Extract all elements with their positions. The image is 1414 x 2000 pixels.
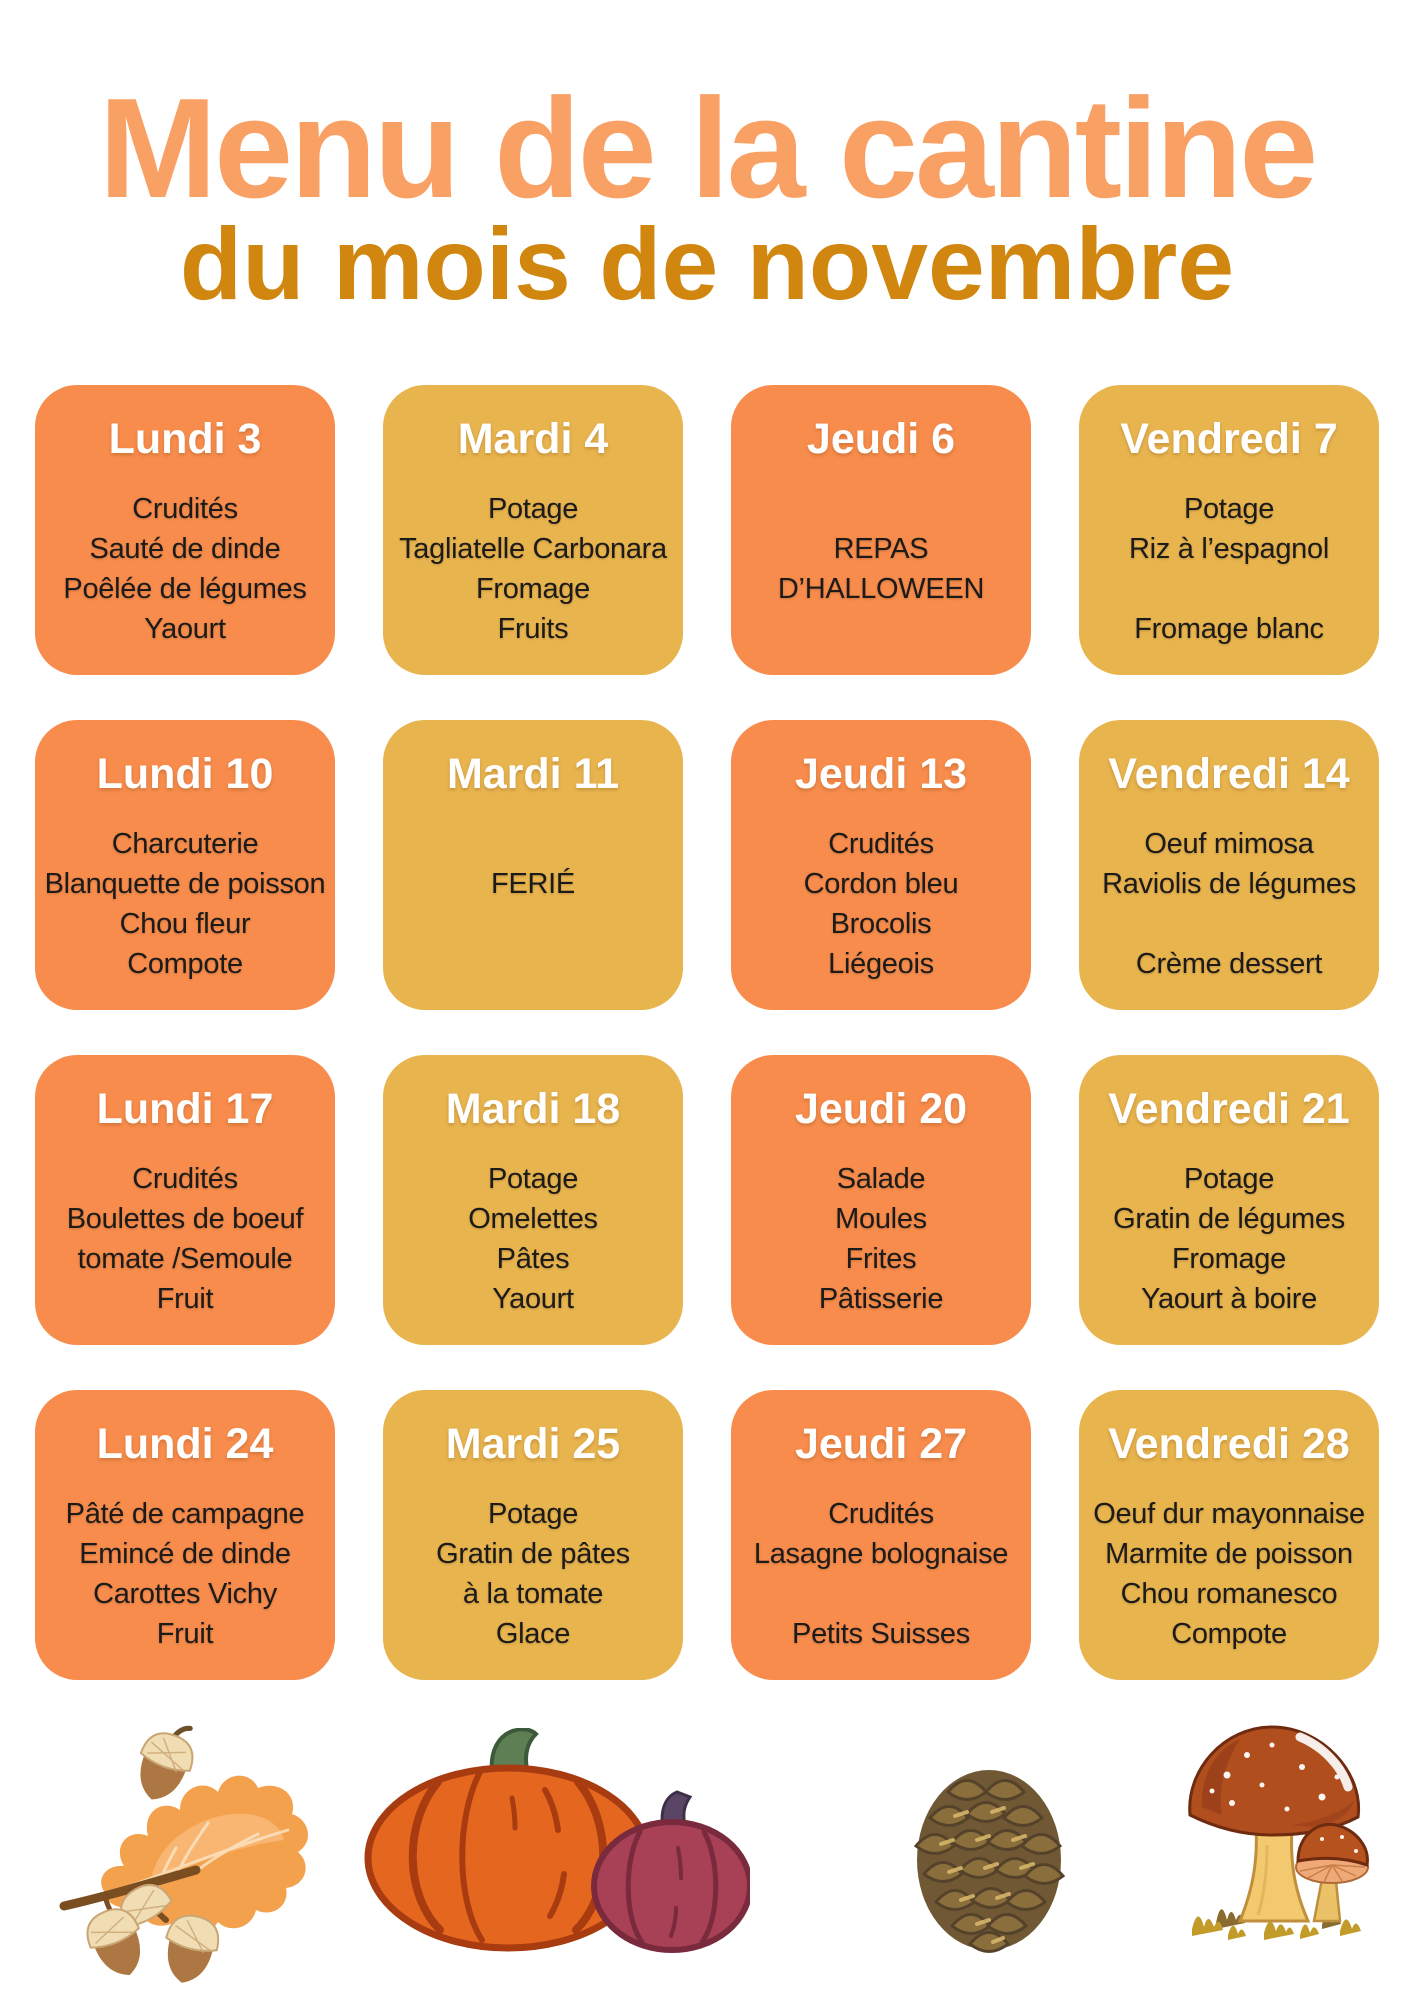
day-menu-lines bbox=[391, 1159, 675, 1319]
menu-day-card-mardi-4 bbox=[383, 385, 683, 675]
pine-cone-icon bbox=[893, 1752, 1083, 1962]
day-title: Jeudi 13 bbox=[794, 750, 968, 798]
day-menu-lines bbox=[739, 824, 1023, 984]
day-menu-lines bbox=[391, 1494, 675, 1654]
menu-line: Compote bbox=[127, 948, 243, 980]
day-menu-lines bbox=[739, 1494, 1023, 1654]
menu-line: Potage bbox=[1183, 1163, 1275, 1195]
menu-day-card-vendredi-14 bbox=[1079, 720, 1379, 1010]
menu-line: Brocolis bbox=[830, 908, 932, 940]
menu-line-blank bbox=[391, 904, 675, 944]
day-menu-lines bbox=[391, 824, 675, 984]
menu-line: Glace bbox=[495, 1618, 571, 1650]
menu-line: Potage bbox=[487, 1163, 579, 1195]
menu-day-card-jeudi-6 bbox=[731, 385, 1031, 675]
menu-line: à la tomate bbox=[462, 1578, 604, 1610]
menu-day-card-lundi-3 bbox=[35, 385, 335, 675]
menu-line: Cordon bleu bbox=[803, 868, 959, 900]
menu-line: Pâtisserie bbox=[818, 1283, 944, 1315]
pumpkins-illustration bbox=[340, 1728, 750, 1953]
menu-line: Potage bbox=[487, 1498, 579, 1530]
day-title: Lundi 10 bbox=[96, 750, 274, 798]
menu-line: FERIÉ bbox=[491, 868, 575, 900]
menu-line: Yaourt bbox=[144, 613, 226, 645]
menu-line-blank bbox=[739, 489, 1023, 529]
menu-day-card-mardi-18 bbox=[383, 1055, 683, 1345]
day-title: Lundi 3 bbox=[108, 415, 262, 463]
day-title: Jeudi 20 bbox=[794, 1085, 968, 1133]
menu-day-card-lundi-17 bbox=[35, 1055, 335, 1345]
day-title: Lundi 24 bbox=[96, 1420, 274, 1468]
menu-line-blank bbox=[1087, 569, 1371, 609]
day-menu-lines bbox=[1087, 489, 1371, 649]
menu-line: Moules bbox=[835, 1203, 927, 1235]
menu-line: Fromage bbox=[1172, 1243, 1286, 1275]
day-menu-lines bbox=[43, 1494, 327, 1654]
page-title: Menu de la cantine bbox=[98, 69, 1316, 228]
menu-line: Chou fleur bbox=[119, 908, 251, 940]
day-title: Jeudi 27 bbox=[794, 1420, 968, 1468]
menu-day-card-mardi-25 bbox=[383, 1390, 683, 1680]
day-title: Vendredi 28 bbox=[1108, 1420, 1350, 1468]
menu-line: Crudités bbox=[828, 1498, 934, 1530]
menu-line: Potage bbox=[1183, 493, 1275, 525]
menu-line: Crudités bbox=[132, 1163, 238, 1195]
menu-line: Pâtes bbox=[496, 1243, 570, 1275]
menu-line-blank bbox=[1087, 904, 1371, 944]
menu-line: Pâté de campagne bbox=[65, 1498, 305, 1530]
menu-line: Marmite de poisson bbox=[1105, 1538, 1353, 1570]
acorns-and-oak-leaf-icon bbox=[48, 1698, 338, 1988]
day-menu-lines bbox=[43, 1159, 327, 1319]
menu-line: Fruit bbox=[156, 1618, 214, 1650]
menu-line: Oeuf dur mayonnaise bbox=[1093, 1498, 1365, 1530]
menu-line: Gratin de pâtes bbox=[436, 1538, 630, 1570]
menu-line: Charcuterie bbox=[111, 828, 259, 860]
menu-line: Salade bbox=[836, 1163, 926, 1195]
menu-line: Fromage blanc bbox=[1134, 613, 1324, 645]
menu-line-blank bbox=[391, 824, 675, 864]
menu-line: Lasagne bolognaise bbox=[753, 1538, 1009, 1570]
day-menu-lines bbox=[391, 489, 675, 649]
menu-line: Chou romanesco bbox=[1120, 1578, 1338, 1610]
acorns-and-oak-leaf-illustration bbox=[48, 1698, 338, 1988]
menu-day-card-vendredi-21 bbox=[1079, 1055, 1379, 1345]
menu-line: Crudités bbox=[828, 828, 934, 860]
menu-line: Omelettes bbox=[468, 1203, 598, 1235]
menu-line: Raviolis de légumes bbox=[1102, 868, 1356, 900]
menu-line: D’HALLOWEEN bbox=[777, 573, 985, 605]
menu-day-card-lundi-10 bbox=[35, 720, 335, 1010]
menu-line: Liégeois bbox=[828, 948, 934, 980]
menu-line: Frites bbox=[845, 1243, 917, 1275]
mushrooms-icon bbox=[1172, 1715, 1377, 1943]
day-title: Mardi 18 bbox=[445, 1085, 621, 1133]
menu-line: Blanquette de poisson bbox=[44, 868, 326, 900]
menu-line: Potage bbox=[487, 493, 579, 525]
day-title: Vendredi 14 bbox=[1108, 750, 1350, 798]
pumpkins-icon bbox=[340, 1728, 750, 1953]
day-menu-lines bbox=[1087, 1159, 1371, 1319]
menu-day-card-jeudi-27 bbox=[731, 1390, 1031, 1680]
menu-line: Carottes Vichy bbox=[93, 1578, 277, 1610]
menu-day-card-jeudi-13 bbox=[731, 720, 1031, 1010]
day-title: Lundi 17 bbox=[96, 1085, 274, 1133]
day-title: Mardi 11 bbox=[446, 750, 620, 798]
menu-line: Emincé de dinde bbox=[79, 1538, 291, 1570]
menu-line: Fromage bbox=[476, 573, 590, 605]
day-menu-lines bbox=[43, 824, 327, 984]
day-menu-lines bbox=[739, 489, 1023, 649]
menu-line-blank bbox=[739, 609, 1023, 649]
day-title: Mardi 25 bbox=[445, 1420, 621, 1468]
menu-line-blank bbox=[391, 944, 675, 984]
day-title: Mardi 4 bbox=[457, 415, 609, 463]
menu-line: Sauté de dinde bbox=[89, 533, 281, 565]
menu-day-card-vendredi-28 bbox=[1079, 1390, 1379, 1680]
menu-line: Riz à l’espagnol bbox=[1129, 533, 1329, 565]
menu-line: Fruit bbox=[156, 1283, 214, 1315]
menu-day-card-jeudi-20 bbox=[731, 1055, 1031, 1345]
menu-grid bbox=[35, 385, 1379, 1680]
menu-line: Crème dessert bbox=[1135, 948, 1323, 980]
menu-line: Tagliatelle Carbonara bbox=[399, 533, 667, 565]
day-title: Vendredi 21 bbox=[1108, 1085, 1350, 1133]
menu-line: Gratin de légumes bbox=[1113, 1203, 1345, 1235]
day-menu-lines bbox=[739, 1159, 1023, 1319]
pine-cone-illustration bbox=[893, 1752, 1083, 1962]
menu-line-blank bbox=[739, 1574, 1023, 1614]
day-title: Vendredi 7 bbox=[1120, 415, 1338, 463]
menu-line: tomate /Semoule bbox=[77, 1243, 293, 1275]
mushrooms-illustration bbox=[1172, 1715, 1377, 1943]
menu-line: Fruits bbox=[497, 613, 569, 645]
menu-line: Crudités bbox=[132, 493, 238, 525]
menu-line: Yaourt bbox=[492, 1283, 574, 1315]
menu-line: Poêlée de légumes bbox=[63, 573, 307, 605]
day-menu-lines bbox=[1087, 824, 1371, 984]
menu-day-card-vendredi-7 bbox=[1079, 385, 1379, 675]
menu-line: Petits Suisses bbox=[792, 1618, 970, 1650]
day-menu-lines bbox=[43, 489, 327, 649]
menu-line: Oeuf mimosa bbox=[1144, 828, 1314, 860]
page-subtitle: du mois de novembre bbox=[179, 207, 1235, 321]
day-menu-lines bbox=[1087, 1494, 1371, 1654]
menu-day-card-mardi-11 bbox=[383, 720, 683, 1010]
menu-day-card-lundi-24 bbox=[35, 1390, 335, 1680]
menu-line: Yaourt à boire bbox=[1141, 1283, 1317, 1315]
menu-line: REPAS bbox=[833, 533, 929, 565]
day-title: Jeudi 6 bbox=[806, 415, 956, 463]
menu-line: Boulettes de boeuf bbox=[66, 1203, 304, 1235]
menu-line: Compote bbox=[1171, 1618, 1287, 1650]
